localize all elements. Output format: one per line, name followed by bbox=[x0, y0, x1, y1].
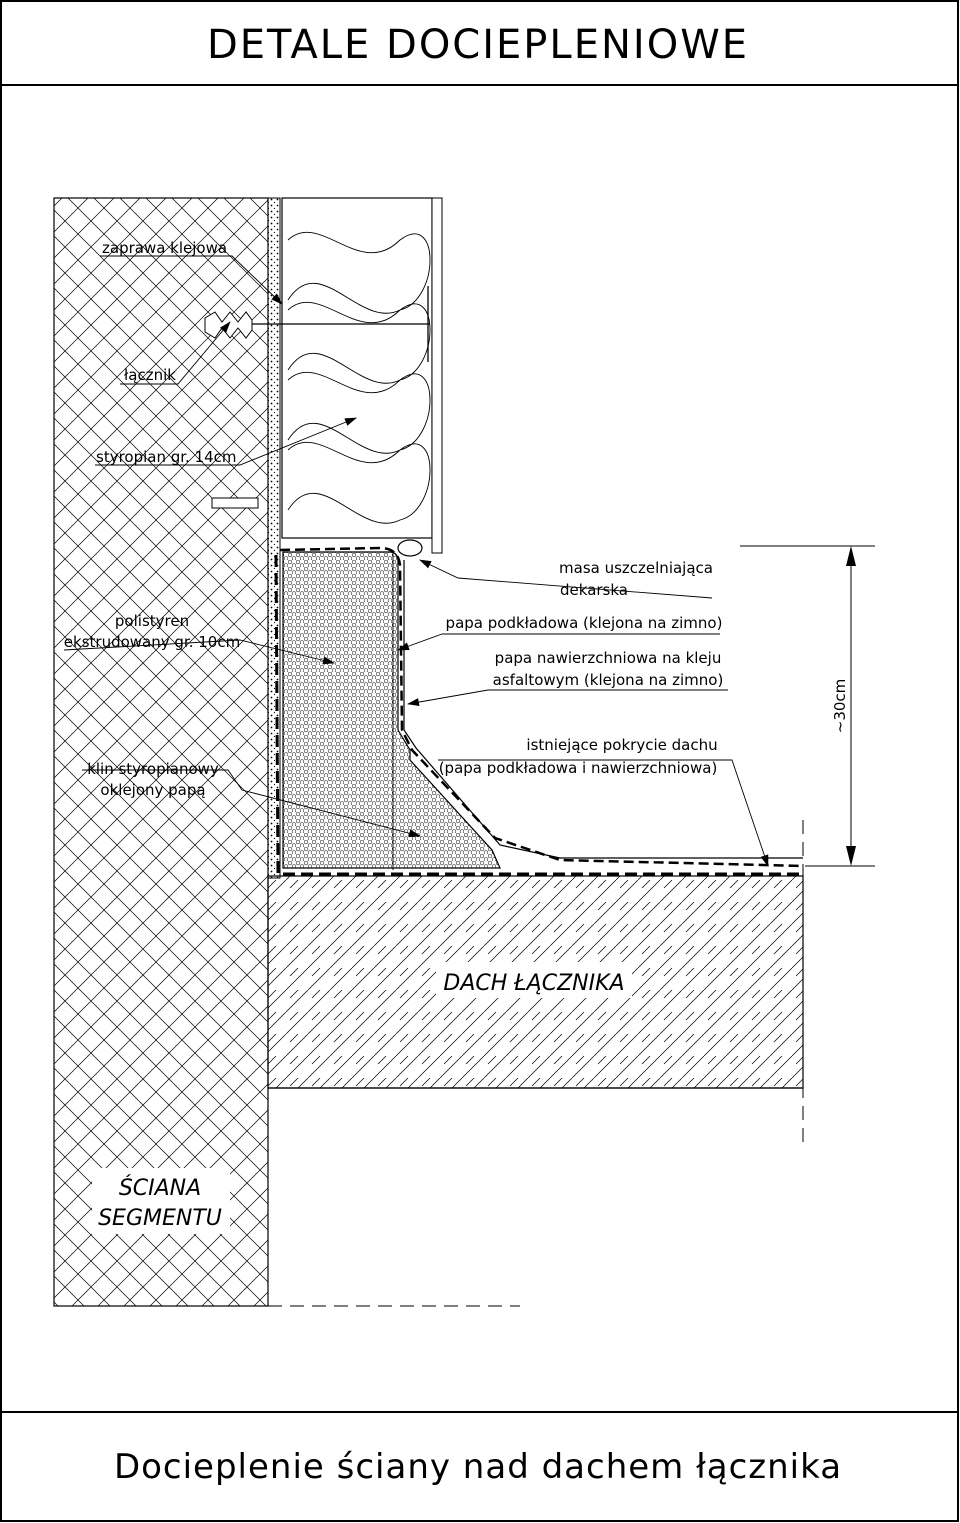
label-sealant-2: dekarska bbox=[560, 581, 628, 599]
label-existing-1: istniejące pokrycie dachu bbox=[526, 736, 718, 754]
label-xps-1: polistyren bbox=[114, 612, 190, 630]
styrofoam-insulation bbox=[282, 198, 500, 553]
dimension-30cm bbox=[740, 546, 875, 866]
label-wedge-1: klin styropianowy bbox=[87, 760, 219, 778]
label-styrofoam: styropian gr. 14cm bbox=[96, 448, 237, 466]
label-adhesive: zaprawa klejowa bbox=[102, 239, 228, 257]
drawing-caption: Docieplenie ściany nad dachem łącznika bbox=[113, 1447, 843, 1487]
label-wall-1: ŚCIANA bbox=[118, 1176, 202, 1201]
xps-insulation bbox=[283, 552, 500, 870]
label-sealant-1: masa uszczelniająca bbox=[559, 559, 713, 577]
label-existing-2: (papa podkładowa i nawierzchniowa) bbox=[438, 759, 718, 777]
label-top-layer-2: asfaltowym (klejona na zimno) bbox=[492, 671, 724, 689]
label-connector: łącznik bbox=[124, 366, 176, 384]
label-top-layer-1: papa nawierzchniowa na kleju bbox=[494, 649, 722, 667]
page-title: DETALE DOCIEPLENIOWE bbox=[206, 22, 750, 68]
label-underlay: papa podkładowa (klejona na zimno) bbox=[445, 614, 723, 632]
label-roof: DACH ŁĄCZNIKA bbox=[443, 971, 625, 996]
label-wedge-2: oklejony papą bbox=[100, 781, 206, 799]
label-xps-2: ekstrudowany gr. 10cm bbox=[63, 633, 241, 651]
label-wall-2: SEGMENTU bbox=[98, 1206, 222, 1231]
dimension-label: ~30cm bbox=[831, 678, 849, 734]
